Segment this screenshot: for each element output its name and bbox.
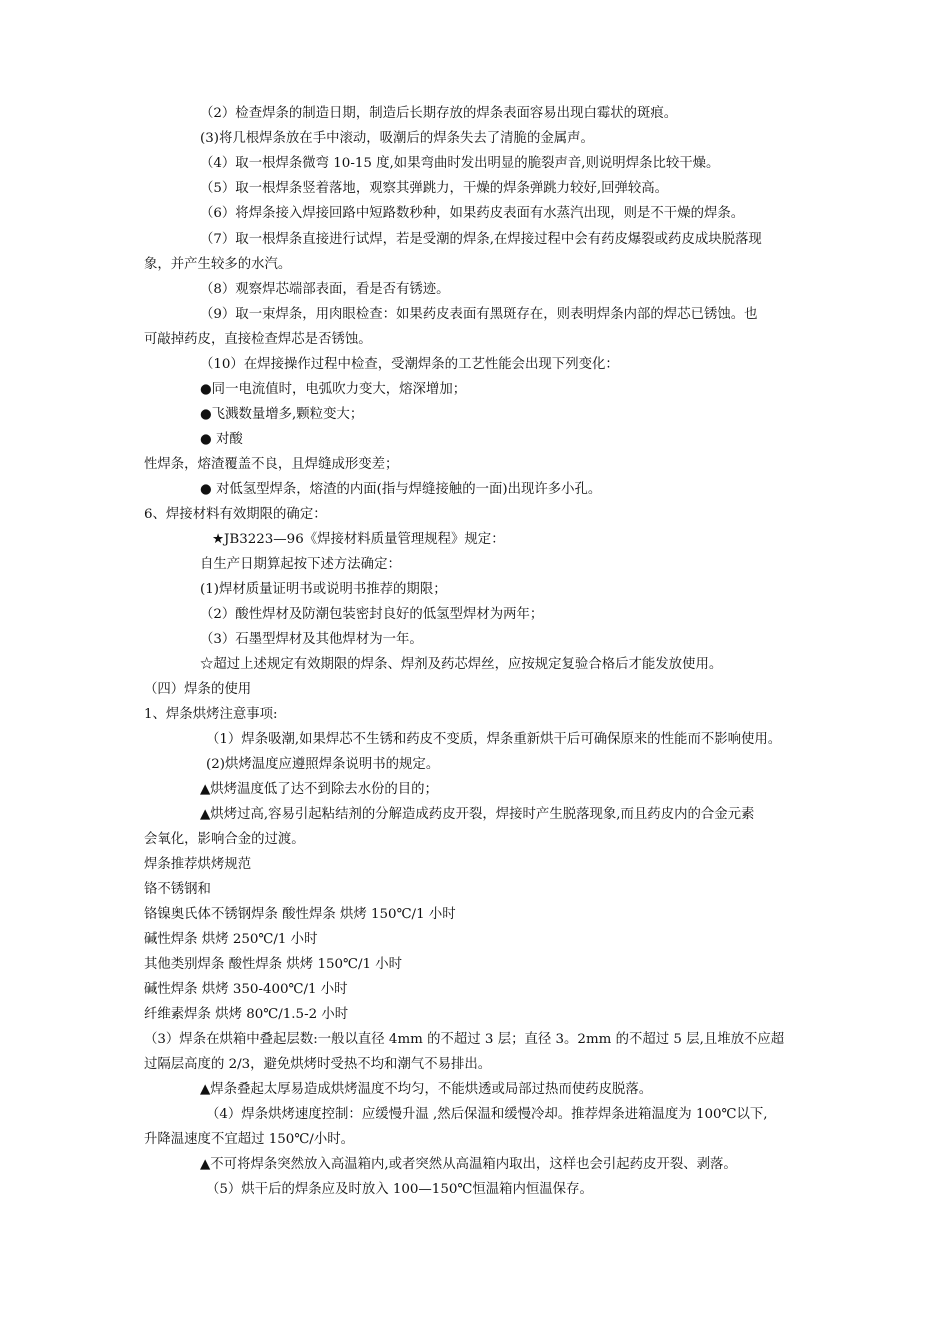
text-line: ▲烘烤温度低了达不到除去水份的目的； [200, 782, 438, 797]
text-line: 铬镍奥氏体不锈钢焊条 酸性焊条 烘烤 150℃/1 小时 [144, 907, 456, 922]
text-line: （5）烘干后的焊条应及时放入 100—150℃恒温箱内恒温保存。 [206, 1182, 593, 1197]
text-line: (2)烘烤温度应遵照焊条说明书的规定。 [206, 757, 440, 772]
text-line: (1)焊材质量证明书或说明书推荐的期限； [200, 582, 447, 597]
text-line: （3）焊条在烘箱中叠起层数:一般以直径 4mm 的不超过 3 层；直径 3。2mm 的不超过 5 层,且堆放不应超 [144, 1032, 785, 1047]
text-line: （2）酸性焊材及防潮包装密封良好的低氢型焊材为两年； [200, 607, 544, 622]
bullet-item: ●飞溅数量增多,颗粒变大； [200, 407, 364, 422]
text-line: 会氧化，影响合金的过渡。 [144, 832, 305, 847]
text-line: （7）取一根焊条直接进行试焊，若是受潮的焊条,在焊接过程中会有药皮爆裂或药皮成块脱落现 [200, 232, 762, 247]
bullet-item: ●同一电流值时，电弧吹力变大，熔深增加； [200, 382, 467, 397]
text-line: 可敲掉药皮，直接检查焊芯是否锈蚀。 [144, 332, 372, 347]
text-line: 过隔层高度的 2/3，避免烘烤时受热不均和潮气不易排出。 [144, 1057, 492, 1072]
text-line: 碱性焊条 烘烤 250℃/1 小时 [144, 932, 318, 947]
text-line: 碱性焊条 烘烤 350-400℃/1 小时 [144, 982, 348, 997]
text-line: 焊条推荐烘烤规范 [144, 857, 252, 872]
text-line: （1）焊条吸潮,如果焊芯不生锈和药皮不变质，焊条重新烘干后可确保原来的性能而不影响使用。 [206, 732, 782, 747]
text-line: 升降温速度不宜超过 150℃/小时。 [144, 1132, 354, 1147]
text-line: （2）检查焊条的制造日期，制造后长期存放的焊条表面容易出现白霉状的斑痕。 [200, 106, 678, 121]
text-line: ▲烘烤过高,容易引起粘结剂的分解造成药皮开裂，焊接时产生脱落现象,而且药皮内的合金元素 [200, 807, 755, 822]
text-line: 自生产日期算起按下述方法确定： [200, 557, 401, 572]
text-line: ☆超过上述规定有效期限的焊条、焊剂及药芯焊丝，应按规定复验合格后才能发放使用。 [200, 657, 723, 672]
text-line: (3)将几根焊条放在手中滚动，吸潮后的焊条失去了清脆的金属声。 [200, 131, 594, 146]
text-line: （10）在焊接操作过程中检查，受潮焊条的工艺性能会出现下列变化： [200, 357, 619, 372]
section-heading: （四）焊条的使用 [144, 682, 252, 697]
text-line: （6）将焊条接入焊接回路中短路数秒种，如果药皮表面有水蒸汽出现，则是不干燥的焊条。 [200, 206, 745, 221]
text-line: 纤维素焊条 烘烤 80℃/1.5-2 小时 [144, 1007, 349, 1022]
text-line: ▲焊条叠起太厚易造成烘烤温度不均匀，不能烘透或局部过热而使药皮脱落。 [200, 1082, 653, 1097]
text-line: 铬不锈钢和 [144, 882, 211, 897]
section-heading: 1、焊条烘烤注意事项: [144, 707, 278, 722]
text-line: （3）石墨型焊材及其他焊材为一年。 [200, 632, 423, 647]
bullet-item: ● 对低氢型焊条，熔渣的内面(指与焊缝接触的一面)出现许多小孔。 [200, 482, 602, 497]
text-line: （5）取一根焊条竖着落地，观察其弹跳力，干燥的焊条弹跳力较好,回弹较高。 [200, 181, 669, 196]
text-line: （8）观察焊芯端部表面，看是否有锈迹。 [200, 282, 450, 297]
text-line: 其他类别焊条 酸性焊条 烘烤 150℃/1 小时 [144, 957, 403, 972]
text-line: 性焊条，熔渣覆盖不良，且焊缝成形变差； [144, 457, 399, 472]
text-line: ▲不可将焊条突然放入高温箱内,或者突然从高温箱内取出，这样也会引起药皮开裂、剥落。 [200, 1157, 737, 1172]
text-line: 象，并产生较多的水汽。 [144, 257, 292, 272]
text-line: （4）取一根焊条微弯 10-15 度,如果弯曲时发出明显的脆裂声音,则说明焊条比较干燥。 [200, 156, 720, 171]
section-heading: 6、焊接材料有效期限的确定： [144, 507, 327, 522]
text-line: （4）焊条烘烤速度控制：应缓慢升温 ,然后保温和缓慢冷却。推荐焊条进箱温度为 100℃以下, [206, 1107, 768, 1122]
bullet-item: ● 对酸 [200, 432, 243, 447]
text-line: ★JB3223—96《焊接材料质量管理规程》规定： [212, 532, 505, 547]
text-line: （9）取一束焊条，用肉眼检查：如果药皮表面有黑斑存在，则表明焊条内部的焊芯已锈蚀。也 [200, 307, 758, 322]
